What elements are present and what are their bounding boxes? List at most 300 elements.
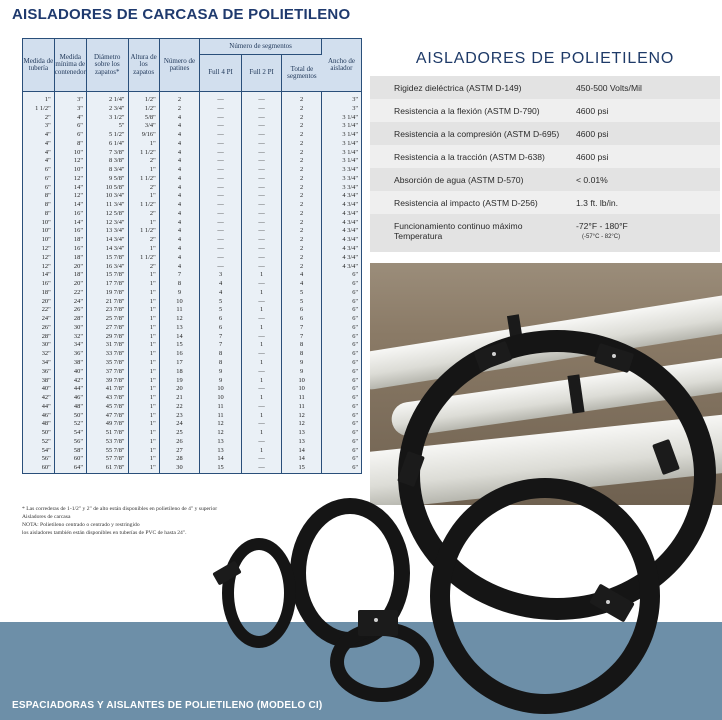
cell-medida-minima: 54" xyxy=(54,429,86,438)
cell-full4: 11 xyxy=(200,412,242,421)
header-ancho: Ancho de aislador xyxy=(321,39,361,92)
cell-altura: 1" xyxy=(128,359,159,368)
cell-num-patines: 18 xyxy=(159,368,200,377)
cell-medida-tuberia: 4" xyxy=(23,149,54,158)
cell-full4: 4 xyxy=(200,280,242,289)
cell-total-segmentos: 2 xyxy=(282,140,322,149)
cell-full4: — xyxy=(200,227,242,236)
cell-full2: — xyxy=(241,333,282,342)
cell-diametro: 17 7/8" xyxy=(86,280,128,289)
cell-ancho: 6" xyxy=(352,429,358,437)
cell-ancho: 6" xyxy=(352,411,358,419)
cell-medida-minima: 38" xyxy=(54,359,86,368)
cell-medida-tuberia: 54" xyxy=(23,447,54,456)
table-row xyxy=(23,394,361,403)
cell-medida-tuberia: 3" xyxy=(23,122,54,131)
cell-ancho: 6" xyxy=(352,332,358,340)
header-full4: Full 4 PI xyxy=(200,55,242,92)
insulator-ring-medium xyxy=(430,478,660,714)
cell-medida-minima: 24" xyxy=(54,298,86,307)
table-row xyxy=(23,429,361,438)
bolt-shape xyxy=(374,618,378,622)
cell-altura: 1" xyxy=(128,438,159,447)
cell-num-patines: 22 xyxy=(159,403,200,412)
cell-altura: 1" xyxy=(128,403,159,412)
cell-total-segmentos: 2 xyxy=(282,122,322,131)
table-row xyxy=(23,280,361,289)
cell-altura: 1" xyxy=(128,464,159,473)
cell-total-segmentos: 2 xyxy=(282,201,322,210)
cell-full4: 6 xyxy=(200,324,242,333)
cell-total-segmentos: 5 xyxy=(282,289,322,298)
cell-num-patines: 17 xyxy=(159,359,200,368)
header-medida-tuberia: Medida de tubería xyxy=(23,39,54,92)
cell-full2: — xyxy=(241,157,282,166)
cell-ancho: 6" xyxy=(352,376,358,384)
cell-total-segmentos: 2 xyxy=(282,105,322,114)
table-row xyxy=(23,236,361,245)
cell-medida-minima: 42" xyxy=(54,377,86,386)
cell-num-patines: 11 xyxy=(159,306,200,315)
table-row xyxy=(23,438,361,447)
cell-total-segmentos: 8 xyxy=(282,350,322,359)
cell-medida-tuberia: 12" xyxy=(23,254,54,263)
bottom-caption: ESPACIADORAS Y AISLANTES DE POLIETILENO (MODELO CI) xyxy=(12,700,323,711)
cell-altura: 5/8" xyxy=(128,114,159,123)
bolt-shape xyxy=(606,600,610,604)
cell-ancho: 6" xyxy=(352,358,358,366)
cell-altura: 1 1/2" xyxy=(128,175,159,184)
cell-full2: — xyxy=(241,149,282,158)
cell-total-segmentos: 4 xyxy=(282,271,322,280)
cell-full4: — xyxy=(200,201,242,210)
cell-medida-tuberia: 56" xyxy=(23,455,54,464)
cell-altura: 1" xyxy=(128,271,159,280)
cell-diametro: 12 3/4" xyxy=(86,219,128,228)
cell-ancho: 6" xyxy=(352,455,358,463)
table-row xyxy=(23,140,361,149)
cell-medida-tuberia: 26" xyxy=(23,324,54,333)
property-row xyxy=(370,145,720,168)
cell-total-segmentos: 4 xyxy=(282,280,322,289)
cell-ancho: 6" xyxy=(352,420,358,428)
table-row xyxy=(23,192,361,201)
properties-panel xyxy=(370,38,720,252)
cell-ancho: 6" xyxy=(352,315,358,323)
cell-diametro: 35 7/8" xyxy=(86,359,128,368)
cell-medida-minima: 16" xyxy=(54,245,86,254)
cell-ancho: 6" xyxy=(352,297,358,305)
table-row xyxy=(23,157,361,166)
cell-medida-tuberia: 4" xyxy=(23,131,54,140)
cell-medida-tuberia: 60" xyxy=(23,464,54,473)
cell-full4: — xyxy=(200,236,242,245)
property-value: 4600 psi xyxy=(576,106,609,116)
property-subvalue: (-57°C - 82°C) xyxy=(582,234,621,240)
cell-medida-minima: 8" xyxy=(54,140,86,149)
cell-ancho: 4 3/4" xyxy=(342,209,358,217)
table-row xyxy=(23,298,361,307)
cell-medida-tuberia: 18" xyxy=(23,289,54,298)
cell-total-segmentos: 11 xyxy=(282,394,322,403)
bolt-shape xyxy=(492,352,496,356)
cell-full4: — xyxy=(200,219,242,228)
cell-full4: — xyxy=(200,114,242,123)
cell-ancho: 4 3/4" xyxy=(342,253,358,261)
property-row xyxy=(370,99,720,122)
cell-total-segmentos: 6 xyxy=(282,315,322,324)
cell-ancho: 3 3/4" xyxy=(342,174,358,182)
cell-diametro: 6 1/4" xyxy=(86,140,128,149)
cell-medida-tuberia: 1" xyxy=(23,92,54,105)
cell-total-segmentos: 10 xyxy=(282,385,322,394)
cell-total-segmentos: 2 xyxy=(282,236,322,245)
table-row xyxy=(23,333,361,342)
cell-diametro: 43 7/8" xyxy=(86,394,128,403)
cell-ancho: 3 1/4" xyxy=(342,113,358,121)
cell-total-segmentos: 2 xyxy=(282,157,322,166)
table-row xyxy=(23,175,361,184)
cell-medida-minima: 12" xyxy=(54,157,86,166)
table-row xyxy=(23,403,361,412)
header-num-patines: Número de patines xyxy=(159,39,200,92)
cell-total-segmentos: 14 xyxy=(282,447,322,456)
cell-altura: 1 1/2" xyxy=(128,149,159,158)
cell-altura: 1 1/2" xyxy=(128,254,159,263)
cell-diametro: 39 7/8" xyxy=(86,377,128,386)
cell-medida-tuberia: 38" xyxy=(23,377,54,386)
insulator-ring-small xyxy=(222,538,296,648)
cell-num-patines: 15 xyxy=(159,341,200,350)
table-row xyxy=(23,166,361,175)
cell-total-segmentos: 2 xyxy=(282,254,322,263)
table-row xyxy=(23,368,361,377)
cell-full2: 1 xyxy=(241,429,282,438)
property-value: -72°F - 180°F xyxy=(576,221,628,231)
cell-num-patines: 4 xyxy=(159,140,200,149)
cell-diametro: 49 7/8" xyxy=(86,420,128,429)
cell-num-patines: 4 xyxy=(159,184,200,193)
cell-altura: 1" xyxy=(128,219,159,228)
cell-altura: 1" xyxy=(128,394,159,403)
cell-full4: 5 xyxy=(200,306,242,315)
footnote-line: Aisladores de carcasa xyxy=(22,514,71,520)
cell-medida-tuberia: 28" xyxy=(23,333,54,342)
cell-diametro: 5 1/2" xyxy=(86,131,128,140)
cell-altura: 1" xyxy=(128,324,159,333)
cell-altura: 1" xyxy=(128,420,159,429)
cell-medida-minima: 60" xyxy=(54,455,86,464)
cell-full2: — xyxy=(241,254,282,263)
cell-altura: 1" xyxy=(128,455,159,464)
cell-medida-tuberia: 10" xyxy=(23,227,54,236)
cell-medida-tuberia: 48" xyxy=(23,420,54,429)
cell-full2: — xyxy=(241,184,282,193)
cell-medida-tuberia: 8" xyxy=(23,192,54,201)
cell-total-segmentos: 15 xyxy=(282,464,322,473)
cell-ancho: 4 3/4" xyxy=(342,218,358,226)
cell-full4: 10 xyxy=(200,385,242,394)
cell-total-segmentos: 2 xyxy=(282,227,322,236)
cell-altura: 1" xyxy=(128,245,159,254)
cell-diametro: 61 7/8" xyxy=(86,464,128,473)
cell-ancho: 6" xyxy=(352,446,358,454)
cell-num-patines: 4 xyxy=(159,227,200,236)
property-row xyxy=(370,191,720,214)
table-row xyxy=(23,114,361,123)
cell-medida-minima: 16" xyxy=(54,227,86,236)
cell-full2: — xyxy=(241,140,282,149)
cell-ancho: 4 3/4" xyxy=(342,236,358,244)
runner-clip xyxy=(358,610,398,636)
cell-medida-minima: 64" xyxy=(54,464,86,473)
cell-diametro: 15 7/8" xyxy=(86,254,128,263)
cell-ancho: 3 1/4" xyxy=(342,148,358,156)
cell-total-segmentos: 12 xyxy=(282,420,322,429)
cell-altura: 1" xyxy=(128,368,159,377)
table-row xyxy=(23,263,361,272)
cell-full2: 1 xyxy=(241,359,282,368)
cell-full4: — xyxy=(200,122,242,131)
table-row xyxy=(23,201,361,210)
cell-medida-tuberia: 12" xyxy=(23,245,54,254)
header-altura: Altura de los zapatos xyxy=(128,39,159,92)
cell-num-patines: 4 xyxy=(159,219,200,228)
cell-medida-minima: 3" xyxy=(54,105,86,114)
property-label: Resistencia a la compresión (ASTM D-695) xyxy=(394,129,560,139)
cell-diametro: 8 3/8" xyxy=(86,157,128,166)
cell-full2: — xyxy=(241,280,282,289)
table-row xyxy=(23,324,361,333)
cell-altura: 1 1/2" xyxy=(128,227,159,236)
cell-full4: — xyxy=(200,245,242,254)
cell-full2: — xyxy=(241,92,282,105)
table-row xyxy=(23,105,361,114)
cell-diametro: 29 7/8" xyxy=(86,333,128,342)
cell-altura: 2" xyxy=(128,236,159,245)
cell-medida-tuberia: 10" xyxy=(23,236,54,245)
cell-altura: 1" xyxy=(128,298,159,307)
cell-ancho: 3 1/4" xyxy=(342,131,358,139)
cell-ancho: 6" xyxy=(352,306,358,314)
cell-ancho: 4 3/4" xyxy=(342,245,358,253)
cell-num-patines: 20 xyxy=(159,385,200,394)
cell-ancho: 6" xyxy=(352,464,358,472)
cell-diametro: 37 7/8" xyxy=(86,368,128,377)
cell-medida-tuberia: 20" xyxy=(23,298,54,307)
cell-full2: — xyxy=(241,175,282,184)
cell-medida-minima: 26" xyxy=(54,306,86,315)
cell-total-segmentos: 2 xyxy=(282,92,322,105)
cell-full2: 1 xyxy=(241,447,282,456)
cell-medida-tuberia: 50" xyxy=(23,429,54,438)
cell-total-segmentos: 13 xyxy=(282,429,322,438)
cell-diametro: 47 7/8" xyxy=(86,412,128,421)
cell-full4: — xyxy=(200,175,242,184)
cell-altura: 1" xyxy=(128,306,159,315)
cell-medida-tuberia: 8" xyxy=(23,201,54,210)
cell-full4: 8 xyxy=(200,350,242,359)
cell-num-patines: 7 xyxy=(159,271,200,280)
cell-full2: — xyxy=(241,315,282,324)
cell-full2: — xyxy=(241,227,282,236)
cell-medida-minima: 12" xyxy=(54,192,86,201)
cell-medida-tuberia: 4" xyxy=(23,157,54,166)
cell-ancho: 3 3/4" xyxy=(342,166,358,174)
cell-total-segmentos: 6 xyxy=(282,306,322,315)
cell-full4: — xyxy=(200,184,242,193)
cell-diametro: 11 3/4" xyxy=(86,201,128,210)
cell-total-segmentos: 7 xyxy=(282,333,322,342)
cell-num-patines: 4 xyxy=(159,236,200,245)
cell-full4: 13 xyxy=(200,447,242,456)
cell-num-patines: 4 xyxy=(159,166,200,175)
cell-num-patines: 24 xyxy=(159,420,200,429)
cell-medida-minima: 56" xyxy=(54,438,86,447)
cell-diametro: 7 3/8" xyxy=(86,149,128,158)
cell-total-segmentos: 10 xyxy=(282,377,322,386)
cell-medida-tuberia: 1 1/2" xyxy=(23,105,54,114)
cell-medida-minima: 14" xyxy=(54,184,86,193)
cell-ancho: 6" xyxy=(352,367,358,375)
cell-full2: — xyxy=(241,403,282,412)
header-total-segmentos: Total de segmentos xyxy=(282,55,322,92)
cell-diametro: 10 5/8" xyxy=(86,184,128,193)
cell-medida-minima: 10" xyxy=(54,149,86,158)
cell-full2: 1 xyxy=(241,394,282,403)
header-full2: Full 2 PI xyxy=(241,55,282,92)
cell-full2: — xyxy=(241,236,282,245)
property-label: Absorción de agua (ASTM D-570) xyxy=(394,175,524,185)
cell-medida-tuberia: 14" xyxy=(23,271,54,280)
property-label: Rigidez dieléctrica (ASTM D-149) xyxy=(394,83,522,93)
cell-full4: 13 xyxy=(200,438,242,447)
cell-ancho: 4 3/4" xyxy=(342,262,358,270)
cell-full4: 8 xyxy=(200,359,242,368)
cell-full2: — xyxy=(241,263,282,272)
cell-altura: 3/4" xyxy=(128,122,159,131)
table-row xyxy=(23,359,361,368)
cell-total-segmentos: 2 xyxy=(282,245,322,254)
cell-medida-minima: 34" xyxy=(54,341,86,350)
cell-total-segmentos: 2 xyxy=(282,175,322,184)
cell-medida-tuberia: 16" xyxy=(23,280,54,289)
cell-altura: 1" xyxy=(128,289,159,298)
cell-medida-tuberia: 52" xyxy=(23,438,54,447)
cell-altura: 1" xyxy=(128,447,159,456)
cell-num-patines: 26 xyxy=(159,438,200,447)
cell-medida-minima: 14" xyxy=(54,201,86,210)
cell-ancho: 6" xyxy=(352,350,358,358)
cell-full2: — xyxy=(241,420,282,429)
cell-diametro: 55 7/8" xyxy=(86,447,128,456)
cell-total-segmentos: 2 xyxy=(282,192,322,201)
cell-full2: — xyxy=(241,122,282,131)
cell-full2: — xyxy=(241,219,282,228)
table-row xyxy=(23,350,361,359)
cell-medida-tuberia: 10" xyxy=(23,219,54,228)
cell-altura: 9/16" xyxy=(128,131,159,140)
cell-full2: — xyxy=(241,368,282,377)
cell-altura: 1" xyxy=(128,280,159,289)
cell-diametro: 27 7/8" xyxy=(86,324,128,333)
property-row xyxy=(370,76,720,99)
cell-diametro: 5" xyxy=(86,122,128,131)
cell-num-patines: 2 xyxy=(159,92,200,105)
cell-medida-minima: 48" xyxy=(54,403,86,412)
cell-altura: 1" xyxy=(128,429,159,438)
cell-medida-tuberia: 12" xyxy=(23,263,54,272)
cell-medida-minima: 18" xyxy=(54,254,86,263)
cell-num-patines: 4 xyxy=(159,114,200,123)
cell-altura: 1" xyxy=(128,341,159,350)
cell-altura: 2" xyxy=(128,263,159,272)
cell-medida-minima: 3" xyxy=(54,92,86,105)
cell-medida-minima: 4" xyxy=(54,114,86,123)
cell-full2: — xyxy=(241,385,282,394)
property-row xyxy=(370,168,720,191)
cell-medida-minima: 20" xyxy=(54,280,86,289)
cell-diametro: 25 7/8" xyxy=(86,315,128,324)
table-row xyxy=(23,315,361,324)
cell-medida-minima: 32" xyxy=(54,333,86,342)
cell-ancho: 3" xyxy=(352,104,358,112)
cell-num-patines: 4 xyxy=(159,210,200,219)
cell-diametro: 13 3/4" xyxy=(86,227,128,236)
cell-ancho: 3 3/4" xyxy=(342,183,358,191)
cell-num-patines: 4 xyxy=(159,175,200,184)
cell-full2: 1 xyxy=(241,306,282,315)
properties-list xyxy=(370,76,720,252)
cell-full4: 7 xyxy=(200,341,242,350)
cell-full2: — xyxy=(241,350,282,359)
cell-full2: — xyxy=(241,105,282,114)
cell-total-segmentos: 2 xyxy=(282,166,322,175)
cell-medida-tuberia: 40" xyxy=(23,385,54,394)
cell-total-segmentos: 2 xyxy=(282,263,322,272)
cell-ancho: 6" xyxy=(352,271,358,279)
cell-ancho: 4 3/4" xyxy=(342,201,358,209)
cell-full4: 9 xyxy=(200,368,242,377)
cell-diametro: 15 7/8" xyxy=(86,271,128,280)
cell-full2: — xyxy=(241,131,282,140)
property-value: < 0.01% xyxy=(576,175,608,185)
cell-full4: — xyxy=(200,192,242,201)
table-row xyxy=(23,184,361,193)
cell-altura: 1" xyxy=(128,315,159,324)
cell-medida-tuberia: 6" xyxy=(23,175,54,184)
cell-medida-tuberia: 24" xyxy=(23,315,54,324)
cell-num-patines: 12 xyxy=(159,315,200,324)
cell-altura: 1 1/2" xyxy=(128,201,159,210)
cell-medida-minima: 18" xyxy=(54,236,86,245)
cell-medida-minima: 10" xyxy=(54,166,86,175)
cell-full4: — xyxy=(200,166,242,175)
cell-full4: 12 xyxy=(200,420,242,429)
cell-medida-tuberia: 8" xyxy=(23,210,54,219)
cell-total-segmentos: 2 xyxy=(282,210,322,219)
property-value: 4600 psi xyxy=(576,152,609,162)
cell-medida-tuberia: 4" xyxy=(23,140,54,149)
cell-medida-tuberia: 22" xyxy=(23,306,54,315)
cell-full4: — xyxy=(200,105,242,114)
cell-altura: 1/2" xyxy=(128,105,159,114)
cell-ancho: 6" xyxy=(352,437,358,445)
cell-full4: 10 xyxy=(200,394,242,403)
cell-full2: 1 xyxy=(241,341,282,350)
spec-table-body xyxy=(23,92,361,473)
cell-ancho: 6" xyxy=(352,280,358,288)
